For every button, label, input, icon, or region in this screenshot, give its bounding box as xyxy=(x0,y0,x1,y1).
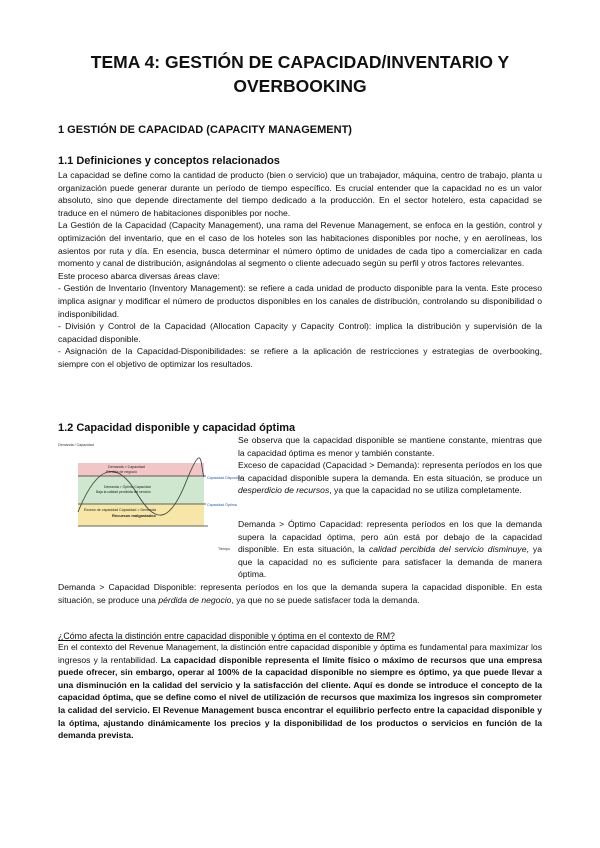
demand-above-optimum-text: Demanda > Óptimo Capacidad: representa períodos en los que la demanda supera la capacidad óptima, pero aún está por debajo de la capacidad disponible. En esta situación, la xyxy=(238,519,542,555)
band-mid-label-1: Demanda > Óptimo Capacidad xyxy=(104,485,151,489)
demand-above-optimum-text-end: , ya que la capacidad no es suficiente para satisfacer la demanda de manera óptima. xyxy=(238,544,542,580)
paragraph-key-areas: Este proceso abarca diversas áreas clave: xyxy=(58,270,220,281)
paragraph-capacity-management: La Gestión de la Capacidad (Capacity Management), una rama del Revenue Management, se enfoca en la gestión, control y optimización del inventario, que en el caso de los hoteles son las habitaciones disponibles por noche, y en aerolíneas, los asientos por ruta y día. En esencia, busca determinar el número óptimo de unidades de cada tipo a comercializar en cada momento y canal de distribución, asignándolas al segmento o cliente adecuado según su perfil y otros factores relevantes. xyxy=(58,220,542,269)
title-line-1: TEMA 4: GESTIÓN DE CAPACIDAD/INVENTARIO Y xyxy=(90,52,510,72)
section-1-1-heading: 1.1 Definiciones y conceptos relacionados xyxy=(58,155,280,167)
band-top-label-1: Demanda > Capacidad xyxy=(108,465,145,469)
rm-question: ¿Cómo afecta la distinción entre capacidad disponible y óptima en el contexto de RM? xyxy=(58,631,395,641)
rm-answer-bold: La capacidad disponible representa el límite físico o máximo de recursos que una empresa puede ofrecer, sin embargo, operar al 100% de la capacidad disponible no siempre es óptimo, ya que puede llevar a una disminución en la calidad del servicio y la satisfacción del cliente. Aquí es donde se introduce el concepto de la capacidad óptima, que se define como el nivel de utilización de recursos que maximiza los ingresos sin comprometer la calidad del servicio. xyxy=(58,654,543,715)
document-title xyxy=(58,50,542,98)
after-figure-text xyxy=(58,581,542,606)
paragraph-capacity-constant: Se observa que la capacidad disponible se mantiene constante, mientras que la capacidad óptima es menor y también constante. xyxy=(238,435,542,458)
excess-capacity-text-end: , ya que la capacidad no se utiliza completamente. xyxy=(329,485,522,496)
figure-y-axis-label: Demanda / Capacidad xyxy=(58,443,94,447)
demand-above-available-text: Demanda > Capacidad Disponible: representa períodos en los que la demanda supera la capacidad disponible. En esta situación, se produce una xyxy=(58,582,542,605)
band-low-label-1: Exceso de capacidad Capacidad > Demanda xyxy=(84,508,157,512)
excess-capacity-emphasis: desperdicio de recursos xyxy=(238,485,330,496)
paragraph-capacity-definition: La capacidad se define como la cantidad de producto (bien o servicio) que un trabajador, máquina, centro de trabajo, planta u organización puede generar durante un período de tiempo específico. Es crucial entender que la capacidad no es un valor absoluto, sino que depende directamente del tiempo dedicado a la producción. En el sector hotelero, esta capacidad se traduce en el número de habitaciones disponibles por noche. xyxy=(58,170,542,218)
demand-above-optimum-block xyxy=(58,518,542,581)
paragraph-demand-above-optimum xyxy=(58,518,542,581)
demand-above-available-text-end: , ya que no se puede satisfacer toda la demanda. xyxy=(231,594,420,605)
figure-side-text xyxy=(238,434,542,497)
section-1-heading: 1 GESTIÓN DE CAPACIDAD (CAPACITY MANAGEMENT) xyxy=(58,124,352,136)
section-1-2-heading-block xyxy=(58,422,542,434)
demand-above-available-emphasis: pérdida de negocio xyxy=(158,594,232,605)
bullet-capacity-allocation: - Asignación de la Capacidad-Disponibilidades: se refiere a la aplicación de restricciones y estrategias de overbooking, siempre con el objetivo de optimizar los resultados. xyxy=(58,346,542,369)
section-1-2-heading: 1.2 Capacidad disponible y capacidad óptima xyxy=(58,422,296,434)
band-mid-label-2: Baja la calidad percibida del servicio xyxy=(96,490,151,494)
bullet-capacity-control: - División y Control de la Capacidad (Allocation Capacity y Capacity Control): implica la distribución y supervisión de la capacidad disponible. xyxy=(58,321,542,344)
rm-question-block xyxy=(58,631,542,742)
title-line-2: OVERBOOKING xyxy=(233,76,367,96)
rm-answer-intro: En el contexto del Revenue Management, la distinción entre capacidad disponible y óptima es fundamental para maximizar los ingresos y la rentabilidad. xyxy=(58,642,542,665)
band-low-label-2: Recursos malgastados xyxy=(112,513,156,518)
optimal-capacity-label: Capacidad Óptima xyxy=(207,503,237,507)
paragraph-excess-capacity xyxy=(238,459,542,497)
paragraph-rm-answer xyxy=(58,641,542,742)
figure-x-axis-label: Tiempo xyxy=(218,547,230,551)
excess-capacity-text: Exceso de capacidad (Capacidad > Demanda): representa períodos en los que la capacidad disponible supera la demanda. En esta situación, se produce un xyxy=(238,460,542,483)
available-capacity-label: Capacidad Disponible xyxy=(207,476,242,480)
rm-answer-conclusion: El Revenue Management busca encontrar el equilibrio perfecto entre la capacidad disponible y la óptima, ajustando dinámicamente los precios y la disponibilidad de los productos o servicios en función de la demanda prevista. xyxy=(58,704,542,741)
paragraph-demand-above-available xyxy=(58,581,542,606)
bullet-inventory-management: - Gestión de Inventario (Inventory Management): se refiere a cada unidad de producto disponible para la venta. Este proceso implica asignar y modificar el número de productos disponibles en los canales de distribución, controlando su disponibilidad o indisponibilidad. xyxy=(58,283,542,319)
band-top-label-2: Pérdida de negocio xyxy=(106,470,137,474)
section-1-1 xyxy=(58,155,542,371)
demand-above-optimum-emphasis: calidad percibida del servicio disminuye xyxy=(368,544,527,555)
